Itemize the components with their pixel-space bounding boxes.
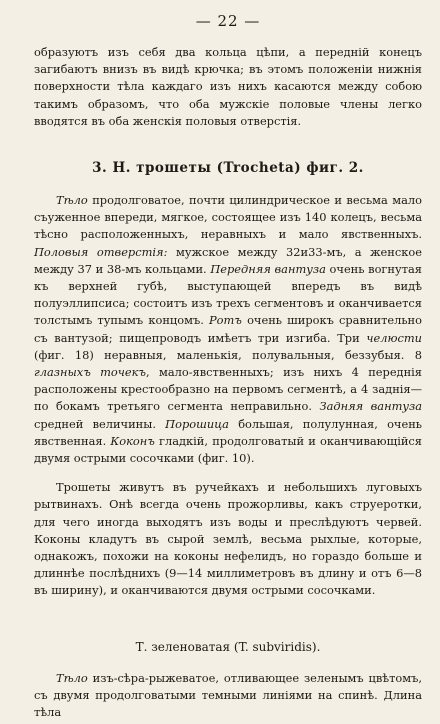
italic-term: Порошица: [165, 416, 229, 431]
page-number: — 22 —: [195, 12, 261, 30]
text-run: очень вогнутая къ верхней губѣ, выступающей впередъ въ видѣ полуэллипсиса; состоитъ изъ трехъ сегментовъ и оканчивается толстымъ тупымъ концомъ.: [34, 261, 422, 328]
text-run: мужское между 32и33-мъ, а женское между 37 и 38-мъ кольцами.: [34, 244, 422, 276]
species-heading-subviridis: Т. зеленоватая (T. subviridis).: [135, 639, 321, 654]
italic-term: Тѣло: [56, 193, 88, 208]
paragraph-description: [34, 192, 422, 467]
italic-term: Тѣло: [56, 670, 88, 685]
paragraph-body: [34, 670, 422, 722]
italic-term: Коконъ: [110, 433, 155, 448]
section-heading-trocheta: 3. Н. трошеты (Trocheta) фиг. 2.: [92, 160, 364, 177]
text-run: изъ-сѣра-рыжеватое, отливающее зеленымъ цвѣтомъ, съ двумя продолговатыми темными линіями на спинѣ. Длина тѣла: [34, 670, 422, 720]
italic-term: Половыя отверстія:: [34, 244, 168, 259]
italic-term: Задняя вантуза: [319, 399, 423, 414]
paragraph-copulation: образуютъ изъ себя два кольца цѣпи, а передній конецъ загибаютъ внизъ въ видѣ крючка; въ этомъ положеніи нижнія поверхности тѣла каждаго изъ нихъ касаются между собою такимъ образомъ, что оба мужскіе половые члены легко вводятся въ оба женскія половыя отверстія.: [34, 45, 422, 128]
text-run: продолговатое, почти цилиндрическое и весьма мало съуженное впереди, мягкое, состоящее изъ 140 колецъ, весьма тѣсно расположенныхъ, неравныхъ и мало явственныхъ.: [34, 193, 422, 242]
text-run: (фиг. 18) неравныя, маленькія, полувальныя, беззубыя. 8: [34, 347, 422, 362]
italic-term: глазныхъ точекъ: [34, 365, 147, 380]
text-run: очень широкъ сравнительно съ вантузой; пищепроводъ имѣетъ три изгиба. Три: [34, 313, 422, 345]
text-run: гладкій, продолговатый и оканчивающійся двумя острыми сосочками (фиг. 10).: [34, 433, 422, 466]
text-run: , мало-явственныхъ; изъ нихъ 4 переднія расположены крестообразно на первомъ сегментѣ, а 4 заднія—по бокамъ третьяго сегмента неправильно.: [34, 365, 422, 414]
italic-term: Ротъ: [208, 313, 242, 328]
italic-term: челюсти: [366, 330, 422, 345]
paragraph-habitat: Трошеты живутъ въ ручейкахъ и небольшихъ луговыхъ рытвинахъ. Онѣ всегда очень прожорливы, какъ струеротки, для чего иногда выходятъ изъ воды и преслѣдуютъ червей. Коконы кладутъ въ сырой землѣ, весьма рыхлые, которые, однакожъ, похожи на коконы нефелидъ, но гораздо больше и длиннѣе послѣднихъ (9—14 миллиметровъ въ длину и отъ 6—8 въ ширину), и оканчиваются двумя острыми сосочками.: [34, 480, 422, 598]
text-run: средней величины.: [34, 416, 166, 431]
italic-term: Передняя вантуза: [210, 261, 326, 276]
text-run: большая, полулунная, очень явственная.: [34, 416, 422, 448]
